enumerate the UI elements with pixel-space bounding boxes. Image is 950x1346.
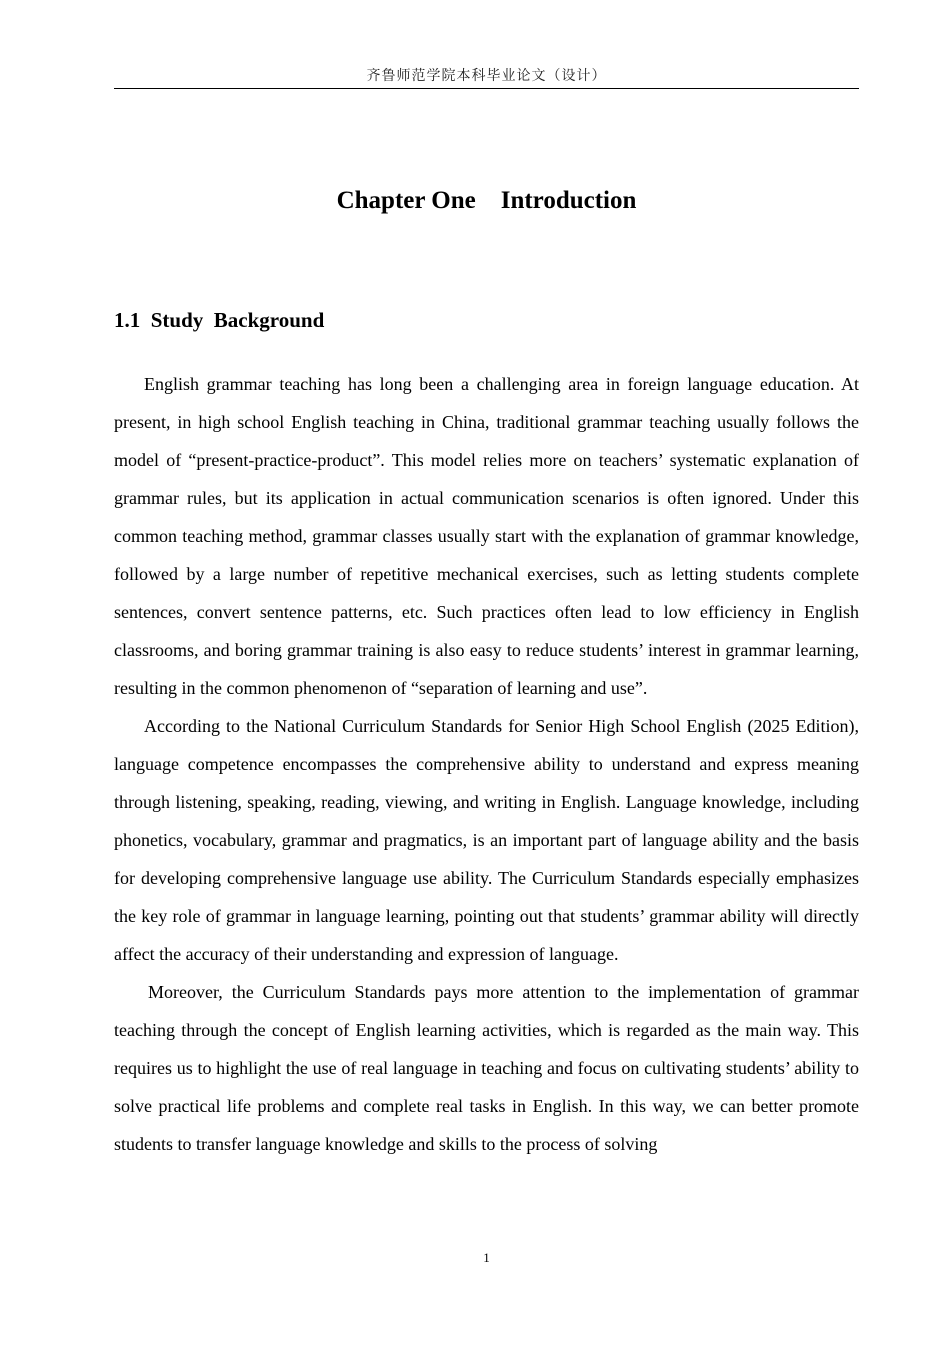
header-rule [114, 88, 859, 89]
chapter-title: Chapter One Introduction [336, 187, 637, 214]
paragraph-3: Moreover, the Curriculum Standards pays more attention to the implementation of grammar teaching through the concept of English learning activities, which is regarded as the main way. This requires us to highlight the use of real language in teaching and focus on cultivating students’ ability to solve practical life problems and complete real tasks in English. In this way, we can better promote students to transfer language knowledge and skills to the process of solving [114, 982, 859, 1154]
paragraph-1: English grammar teaching has long been a challenging area in foreign language education. At present, in high school English teaching in China, traditional grammar teaching usually follows the model of “present-practice-product”. This model relies more on teachers’ systematic explanation of grammar rules, but its application in actual communication scenarios is often ignored. Under this common teaching method, grammar classes usually start with the explanation of grammar knowledge, followed by a large number of repetitive mechanical exercises, such as letting students complete sentences, convert sentence patterns, etc. Such practices often lead to low efficiency in English classrooms, and boring grammar training is also easy to reduce students’ interest in grammar learning, resulting in the common phenomenon of “separation of learning and use”. [114, 374, 859, 698]
running-header: 齐鲁师范学院本科毕业论文（设计） [366, 68, 607, 84]
body-text [114, 365, 859, 1163]
paragraph-2: According to the National Curriculum Standards for Senior High School English (2025 Edition), language competence encompasses the comprehensive ability to understand and express meaning through listening, speaking, reading, viewing, and writing in English. Language knowledge, including phonetics, vocabulary, grammar and pragmatics, is an important part of language ability and the basis for developing comprehensive language use ability. The Curriculum Standards especially emphasizes the key role of grammar in language learning, pointing out that students’ grammar ability will directly affect the accuracy of their understanding and expression of language. [114, 716, 859, 964]
section-title: 1.1 Study Background [114, 308, 325, 332]
page-number: 1 [483, 1250, 490, 1265]
